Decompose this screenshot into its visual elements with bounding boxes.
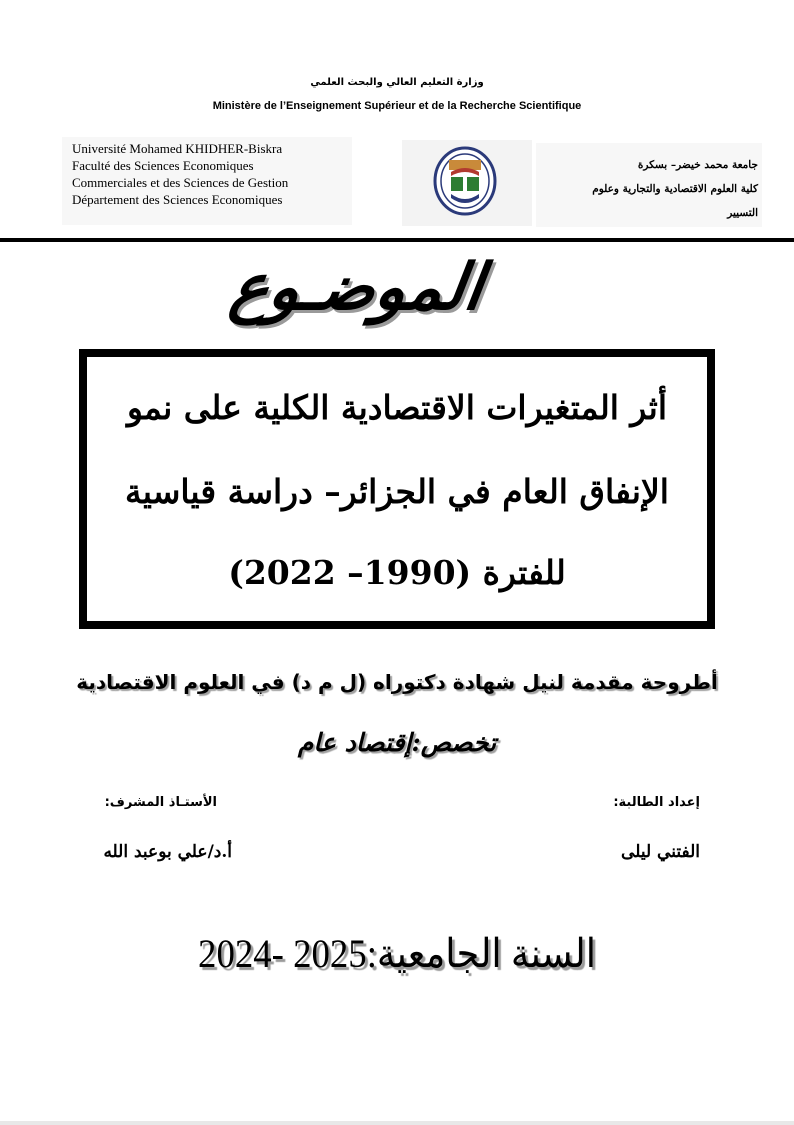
university-block-french bbox=[62, 137, 352, 225]
university-block-arabic bbox=[536, 143, 762, 227]
university-logo bbox=[433, 146, 497, 216]
academic-year-label: السنة الجامعية: bbox=[366, 931, 596, 976]
academic-year-value: 2024- 2025 bbox=[198, 931, 367, 976]
supervisor-label: الأستـاذ المشرف: bbox=[104, 795, 217, 810]
academic-year bbox=[32, 930, 762, 977]
title-line-1: أثر المتغيرات الاقتصادية الكلية على نمو bbox=[126, 388, 667, 427]
header-divider bbox=[0, 238, 794, 242]
department-name-fr: Département des Sciences Economiques bbox=[72, 192, 283, 207]
ministry-name-french: Ministère de l’Enseignement Supérieur et de la Recherche Scientifique bbox=[212, 100, 582, 112]
thesis-statement: أطروحة مقدمة لنيل شهادة دكتوراه (ل م د) في العلوم الاقتصادية bbox=[76, 670, 718, 694]
ministry-name-arabic: وزارة التعليم العالي والبحث العلمي bbox=[310, 77, 484, 88]
supervisor-name: أ.د/علي بوعبد الله bbox=[103, 842, 232, 862]
topic-heading: الموضـوع bbox=[225, 250, 488, 325]
student-label: إعداد الطالبة: bbox=[613, 795, 700, 810]
student-name: الفتني ليلى bbox=[621, 842, 700, 862]
faculty-name-fr-cont: Commerciales et des Sciences de Gestion bbox=[72, 175, 289, 190]
title-line-3: للفترة (1990– 2022) bbox=[228, 553, 566, 592]
university-name-ar: جامعة محمد خيضر– بسكرة bbox=[637, 159, 758, 171]
faculty-name-ar: كلية العلوم الاقتصادية والتجارية وعلوم bbox=[592, 183, 758, 195]
title-line-2: الإنفاق العام في الجزائر– دراسة قياسية bbox=[125, 472, 669, 511]
faculty-name-ar-cont: التسيير bbox=[727, 207, 758, 219]
page-bottom-edge bbox=[0, 1121, 794, 1125]
specialty: تخصص:إقتصاد عام bbox=[297, 728, 497, 757]
faculty-name-fr: Faculté des Sciences Economiques bbox=[72, 158, 254, 173]
university-name-fr: Université Mohamed KHIDHER-Biskra bbox=[72, 141, 283, 156]
